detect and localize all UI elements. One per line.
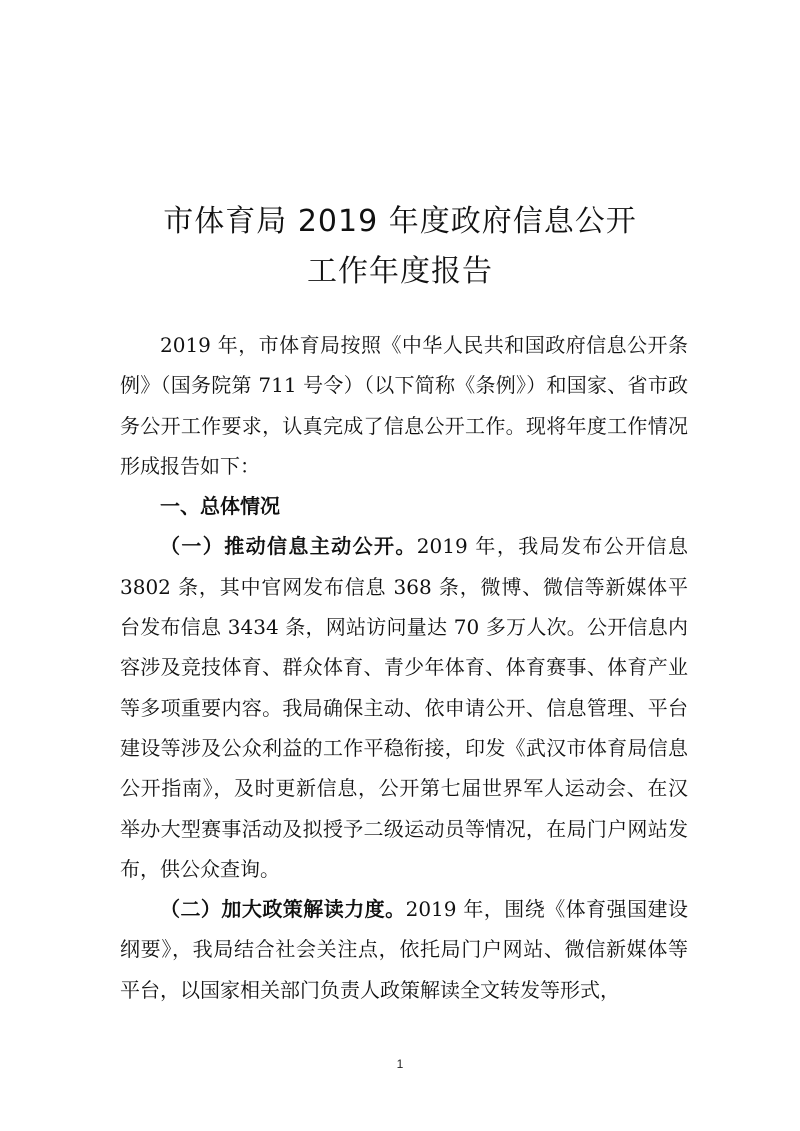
paragraph-2 [120, 889, 688, 1010]
section-heading: 一、总体情况 [160, 494, 280, 519]
document-title-line-2: 工作年度报告 [307, 254, 493, 289]
document-body [120, 325, 688, 1010]
paragraph-1 [120, 526, 688, 889]
page-number: 1 [396, 1057, 404, 1071]
intro-paragraph: 2019 年，市体育局按照《中华人民共和国政府信息公开条例》（国务院第 711 号令）（以下简称《条例》）和国家、省市政务公开工作要求，认真完成了信息公开工作。现将年度工作情况形成报告如下： [120, 333, 688, 478]
paragraph-1-text: 2019 年，我局发布公开信息 3802 条，其中官网发布信息 368 条，微博、微信等新媒体平台发布信息 3434 条，网站访问量达 70 多万人次。公开信息内容涉及竞技体育、群众体育、青少年体育、体育赛事、体育产业等多项重要内容。我局确保主动、依申请公开、信息管理、平台建设等涉及公众利益的工作平稳衔接，印发《武汉市体育局信息公开指南》，及时更新信息，公开第七届世界军人运动会、在汉举办大型赛事活动及拟授予二级运动员等情况，在局门户网站发布，供公众查询。 [120, 534, 688, 881]
document-title-line-1: 市体育局 2019 年度政府信息公开 [163, 204, 637, 239]
paragraph-2-text: 2019 年，围绕《体育强国建设纲要》，我局结合社会关注点，依托局门户网站、微信新媒体等平台，以国家相关部门负责人政策解读全文转发等形式， [120, 897, 688, 1002]
paragraph-2-lead: （二）加大政策解读力度。 [160, 897, 406, 922]
paragraph-1-lead: （一）推动信息主动公开。 [160, 534, 417, 559]
